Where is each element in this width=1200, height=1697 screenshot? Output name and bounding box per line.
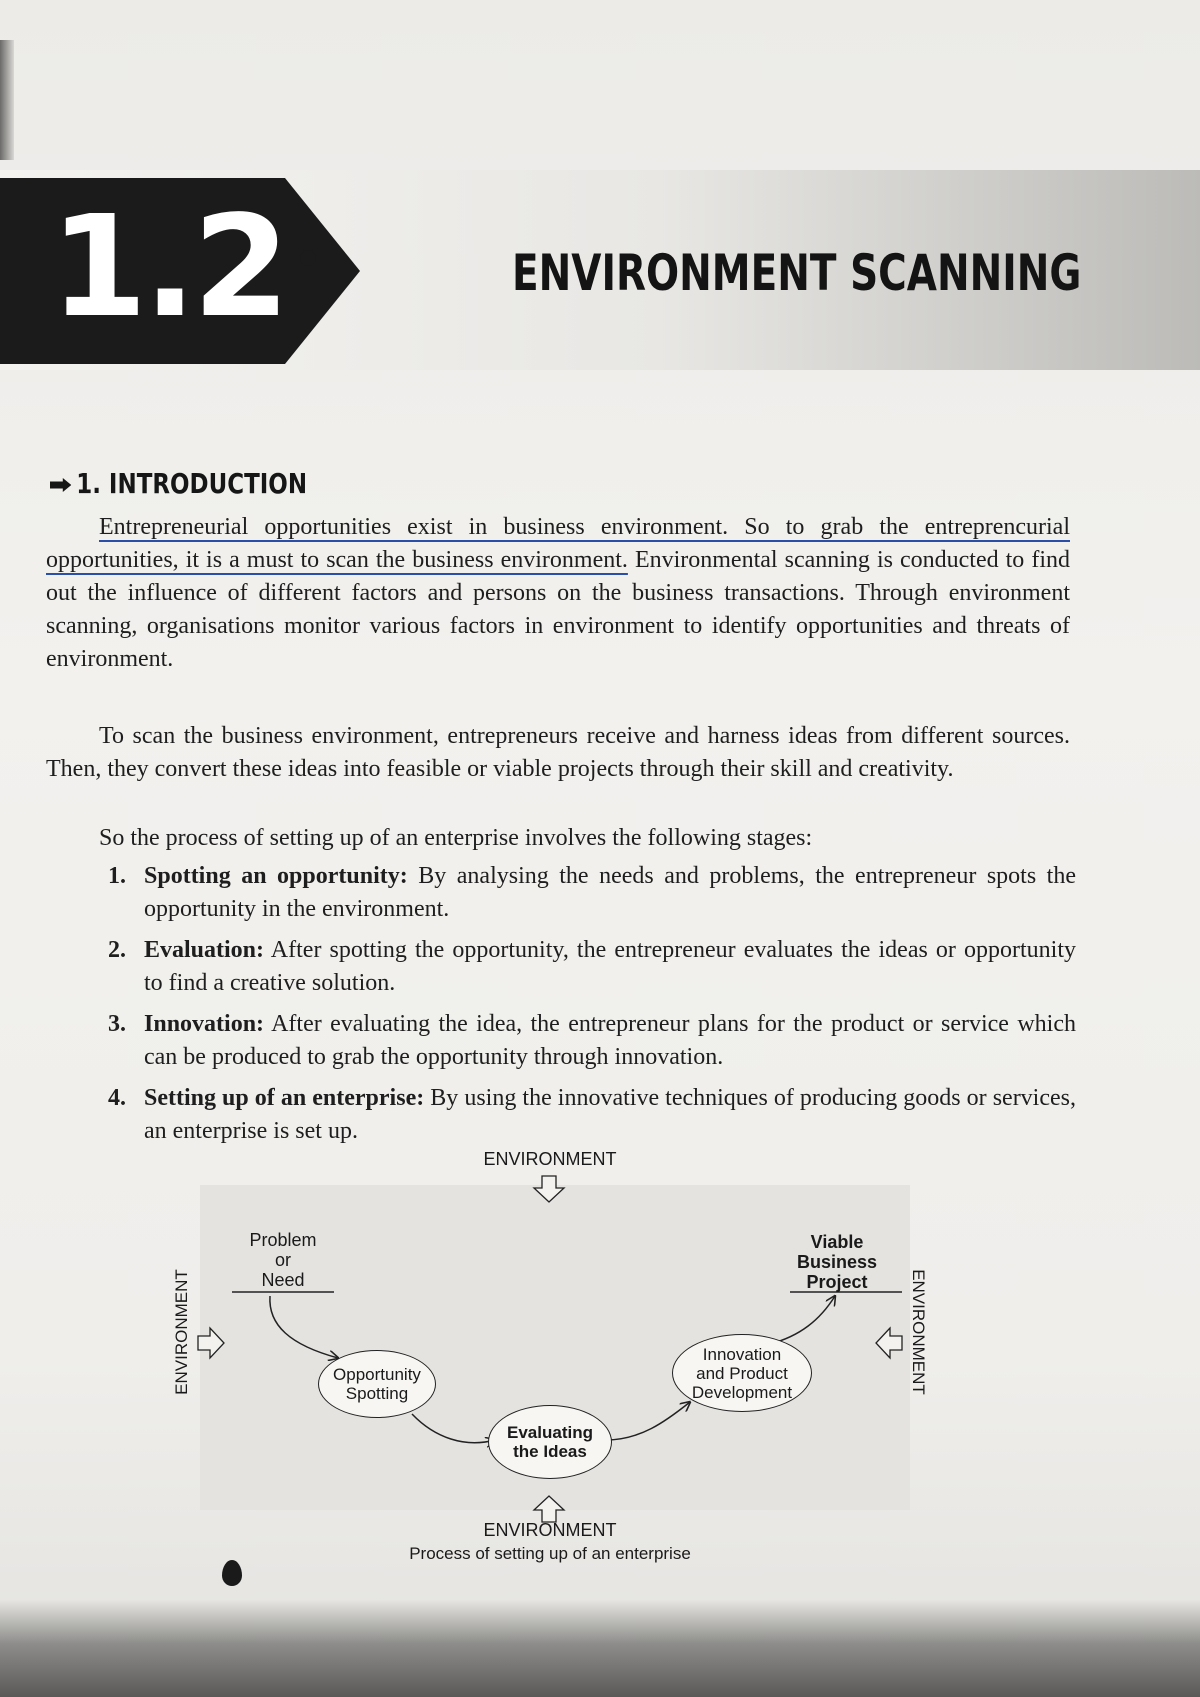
node-line: Evaluating <box>507 1423 593 1442</box>
paragraph-scan: To scan the business environment, entrepreneurs receive and harness ideas from different sources. Then, they convert these ideas into feasible or viable projects through their skill and creativity. <box>46 723 1070 782</box>
stage-text: After evaluating the idea, the entrepreneur plans for the product or service which can be produced to grab the opportunity through innovation. <box>144 1011 1076 1070</box>
page-edge-shadow <box>0 40 14 160</box>
list-item <box>108 860 1076 926</box>
arrow-problem-to-opportunity <box>270 1296 338 1358</box>
stage-number: 1. <box>108 863 126 889</box>
stage-text: By analysing the needs and problems, the entrepreneur spots the opportunity in the environment. <box>144 863 1076 922</box>
paragraph-introduction <box>46 511 1070 676</box>
up-arrow-icon <box>534 1496 564 1522</box>
right-arrow-icon <box>198 1328 224 1358</box>
box-line: Need <box>261 1270 305 1290</box>
box-line: or <box>274 1250 291 1270</box>
environment-label-right: ENVIRONMENT <box>909 1269 928 1395</box>
down-arrow-icon <box>534 1176 564 1202</box>
stage-title: Spotting an opportunity: <box>144 863 408 889</box>
stage-title: Setting up of an enterprise: <box>144 1085 425 1111</box>
node-line: Development <box>691 1382 793 1402</box>
chapter-number: 1.2 <box>50 186 287 349</box>
section-heading-text: 1. INTRODUCTION <box>76 467 308 500</box>
arrow-opportunity-to-evaluating <box>412 1414 495 1443</box>
environment-label-bottom: ENVIRONMENT <box>483 1520 617 1540</box>
left-arrow-icon <box>876 1328 902 1358</box>
node-line: the Ideas <box>513 1442 587 1461</box>
node-line: Spotting <box>345 1384 409 1403</box>
list-item <box>108 1008 1076 1074</box>
chapter-title: ENVIRONMENT SCANNING <box>512 244 1082 302</box>
diagram-caption: Process of setting up of an enterprise <box>409 1544 691 1563</box>
arrow-innovation-to-viable <box>770 1296 835 1344</box>
stages-list <box>108 860 1076 1156</box>
viable-business-project-box <box>782 1232 892 1292</box>
arrow-right-icon <box>50 478 71 492</box>
problem-or-need-box <box>228 1230 338 1290</box>
stage-text: After spotting the opportunity, the entrepreneur evaluates the ideas or opportunity to find a creative solution. <box>144 937 1076 996</box>
stage-number: 4. <box>108 1085 126 1111</box>
evaluating-ideas-node <box>488 1405 612 1479</box>
environment-label-left: ENVIRONMENT <box>172 1269 191 1395</box>
stage-title: Evaluation: <box>144 937 265 963</box>
node-line: Opportunity <box>333 1365 421 1384</box>
box-line: Business <box>796 1252 878 1272</box>
page-bottom-shadow <box>0 1600 1200 1697</box>
chapter-dot <box>300 250 316 266</box>
arrow-evaluating-to-innovation <box>606 1402 690 1440</box>
list-item <box>108 934 1076 1000</box>
opportunity-spotting-node <box>318 1350 436 1418</box>
stage-number: 3. <box>108 1011 126 1037</box>
section-heading <box>50 466 307 502</box>
underlined-text: Entrepreneurial opportunities exist in business environment. So to grab the entreprencurial opportunities, it is a must to scan the business environment. <box>46 514 1070 573</box>
node-line: Innovation <box>702 1344 782 1364</box>
environment-label-top: ENVIRONMENT <box>483 1149 617 1169</box>
ink-mark <box>222 1560 242 1586</box>
list-item <box>108 1082 1076 1148</box>
box-line: Problem <box>249 1230 317 1250</box>
node-line: and Product <box>696 1363 788 1383</box>
paragraph-stages-intro: So the process of setting up of an enterprise involves the following stages: <box>99 825 813 851</box>
innovation-development-node <box>672 1334 812 1412</box>
stage-title: Innovation: <box>144 1011 265 1037</box>
box-line: Project <box>806 1272 868 1292</box>
process-diagram <box>150 1140 950 1590</box>
stage-text: By using the innovative techniques of producing goods or services, an enterprise is set up. <box>144 1085 1076 1144</box>
box-line: Viable <box>810 1232 864 1252</box>
stage-number: 2. <box>108 937 126 963</box>
paragraph-text: Environmental scanning is conducted to find out the influence of different factors and persons on the business transactions. Through environment scanning, organisations monitor various factors in environment to identify opportunities and threats of environment. <box>46 547 1071 672</box>
